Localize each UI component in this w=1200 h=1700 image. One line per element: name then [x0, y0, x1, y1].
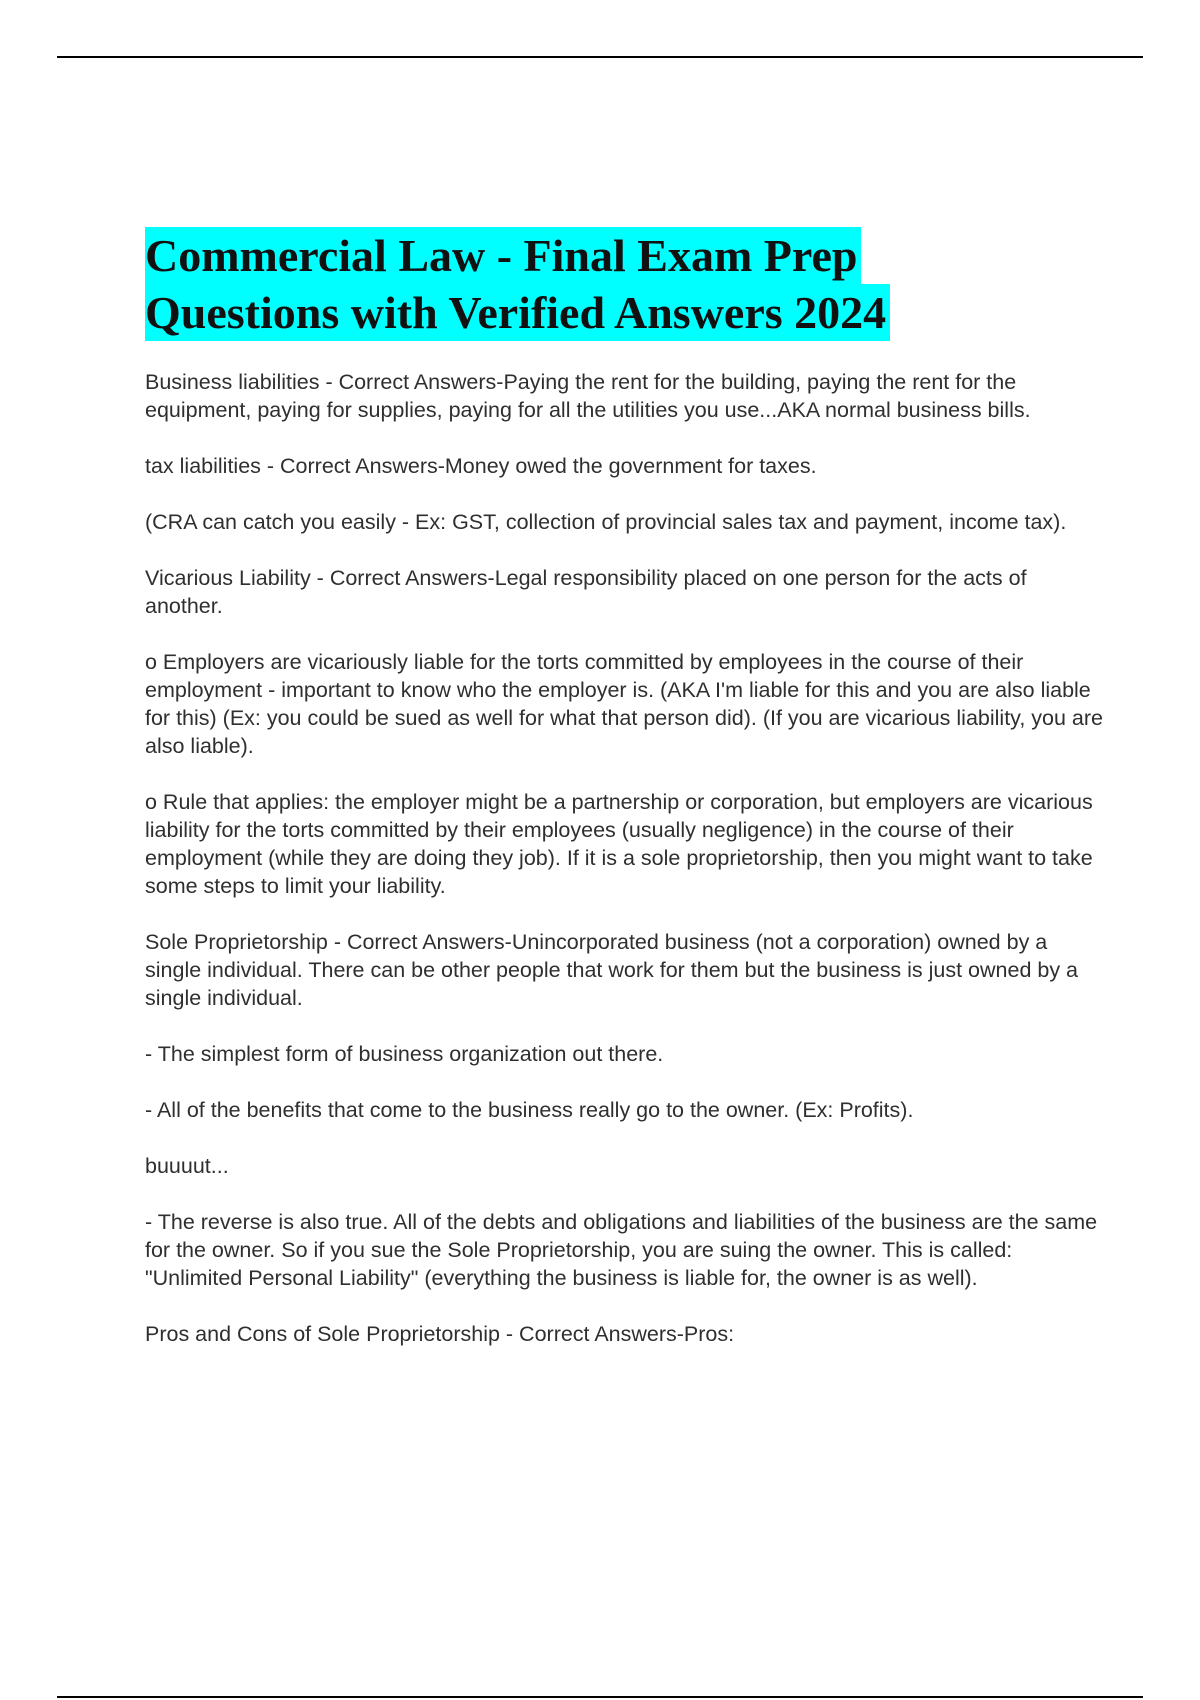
- document-title: [145, 227, 890, 341]
- title-line-2: Questions with Verified Answers 2024: [145, 284, 890, 341]
- paragraph-tax-liabilities: tax liabilities - Correct Answers-Money owed the government for taxes.: [145, 454, 817, 478]
- paragraph-vicarious-liability: Vicarious Liability - Correct Answers-Legal responsibility placed on one person for the acts of another.: [145, 566, 1027, 618]
- paragraph-buuuut: buuuut...: [145, 1154, 229, 1178]
- paragraph-sole-proprietorship: Sole Proprietorship - Correct Answers-Unincorporated business (not a corporation) owned by a single individual. There can be other people that work for them but the business is just owned by a single individual.: [145, 930, 1079, 1010]
- header-rule: [57, 56, 1143, 58]
- paragraph-business-liabilities: Business liabilities - Correct Answers-Paying the rent for the building, paying the rent for the equipment, paying for supplies, paying for all the utilities you use...AKA normal business bills.: [145, 370, 1031, 422]
- paragraph-cra-note: (CRA can catch you easily - Ex: GST, collection of provincial sales tax and payment, income tax).: [145, 510, 1067, 534]
- paragraph-reverse-true: - The reverse is also true. All of the debts and obligations and liabilities of the business are the same for the owner. So if you sue the Sole Proprietorship, you are suing the owner. This is called: "Unlimited Personal Liability" (everything the business is liable for, the owner is as well).: [145, 1210, 1098, 1290]
- title-line-1: Commercial Law - Final Exam Prep: [145, 227, 861, 284]
- paragraph-employers-liable: o Employers are vicariously liable for the torts committed by employees in the course of their employment - important to know who the employer is. (AKA I'm liable for this and you are also liable for this) (Ex: you could be sued as well for what that person did). (If you are vicarious liability, you are also liable).: [145, 650, 1103, 758]
- paragraph-benefits: - All of the benefits that come to the business really go to the owner. (Ex: Profits).: [145, 1098, 914, 1122]
- paragraph-rule-applies: o Rule that applies: the employer might be a partnership or corporation, but employers are vicarious liability for the torts committed by their employees (usually negligence) in the course of their employment (while they are doing they job). If it is a sole proprietorship, then you might want to take some steps to limit your liability.: [145, 790, 1093, 898]
- footer-rule: [57, 1696, 1143, 1698]
- paragraph-simplest-form: - The simplest form of business organization out there.: [145, 1042, 664, 1066]
- paragraph-pros-cons: Pros and Cons of Sole Proprietorship - Correct Answers-Pros:: [145, 1322, 735, 1346]
- document-body: [145, 368, 1105, 1376]
